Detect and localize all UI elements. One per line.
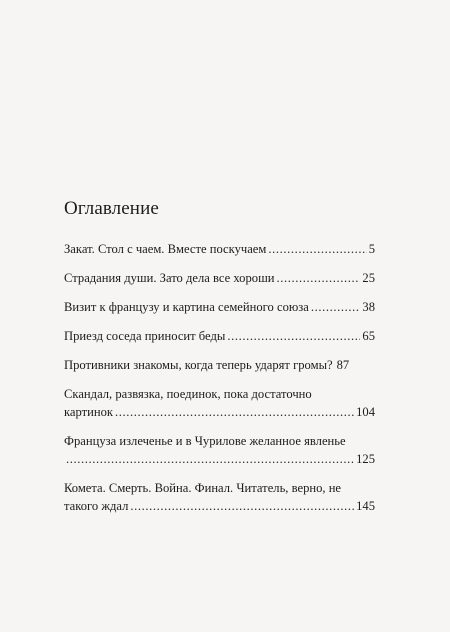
- toc-entry-line: [64, 298, 375, 316]
- toc-entry-line: [64, 269, 375, 287]
- toc-entry-title: Скандал, развязка, поединок, пока достаточно: [64, 387, 312, 401]
- toc-entry-title: Закат. Стол с чаем. Вместе поскучаем: [64, 242, 267, 256]
- toc-entry-page: 104: [356, 405, 375, 419]
- toc-entry-page: 125: [356, 452, 375, 466]
- toc-entry-page: 38: [362, 300, 375, 314]
- toc-entry-line: [64, 479, 375, 497]
- toc-entry-line: [64, 403, 375, 421]
- toc-entry-page: 25: [362, 271, 375, 285]
- toc-entry: [64, 240, 375, 258]
- toc-entry-title-continued: картинок: [64, 405, 114, 419]
- toc-entry: [64, 298, 375, 316]
- toc-leader-dots: [311, 298, 361, 316]
- toc-list: [64, 240, 375, 526]
- toc-entry-title: Комета. Смерть. Война. Финал. Читатель, верно, не: [64, 481, 342, 495]
- toc-entry-title: Страдания души. Зато дела все хороши: [64, 271, 275, 285]
- toc-entry-title: Визит к французу и картина семейного союза: [64, 300, 309, 314]
- toc-entry-title-continued: такого ждал: [64, 499, 129, 513]
- toc-entry: [64, 479, 375, 515]
- toc-entry-title: Противники знакомы, когда теперь ударят громы?: [64, 358, 333, 372]
- toc-title: Оглавление: [64, 198, 159, 219]
- toc-leader-dots: [227, 327, 360, 345]
- toc-entry-page: 145: [356, 499, 375, 513]
- toc-entry-line: [64, 432, 375, 450]
- toc-entry: [64, 327, 375, 345]
- toc-entry-line: [64, 497, 375, 515]
- toc-entry-page: 65: [362, 329, 375, 343]
- toc-entry-line: [64, 240, 375, 258]
- toc-entry: [64, 269, 375, 287]
- toc-entry-page: 5: [368, 242, 375, 256]
- toc-leader-dots: [130, 497, 354, 515]
- toc-entry-line: [64, 385, 375, 403]
- toc-entry-line: [64, 450, 375, 468]
- toc-entry-title: Приезд соседа приносит беды: [64, 329, 226, 343]
- toc-leader-dots: [268, 240, 366, 258]
- toc-entry-line: [64, 327, 375, 345]
- toc-leader-dots: [115, 403, 354, 421]
- toc-leader-dots: [66, 450, 354, 468]
- toc-entry-line: [64, 356, 375, 374]
- toc-entry: [64, 356, 375, 374]
- toc-leader-dots: [277, 269, 361, 287]
- toc-entry: [64, 432, 375, 468]
- toc-entry: [64, 385, 375, 421]
- toc-entry-title: Француза излеченье и в Чурилове желанное явленье: [64, 434, 346, 448]
- toc-entry-page: 87: [336, 358, 350, 372]
